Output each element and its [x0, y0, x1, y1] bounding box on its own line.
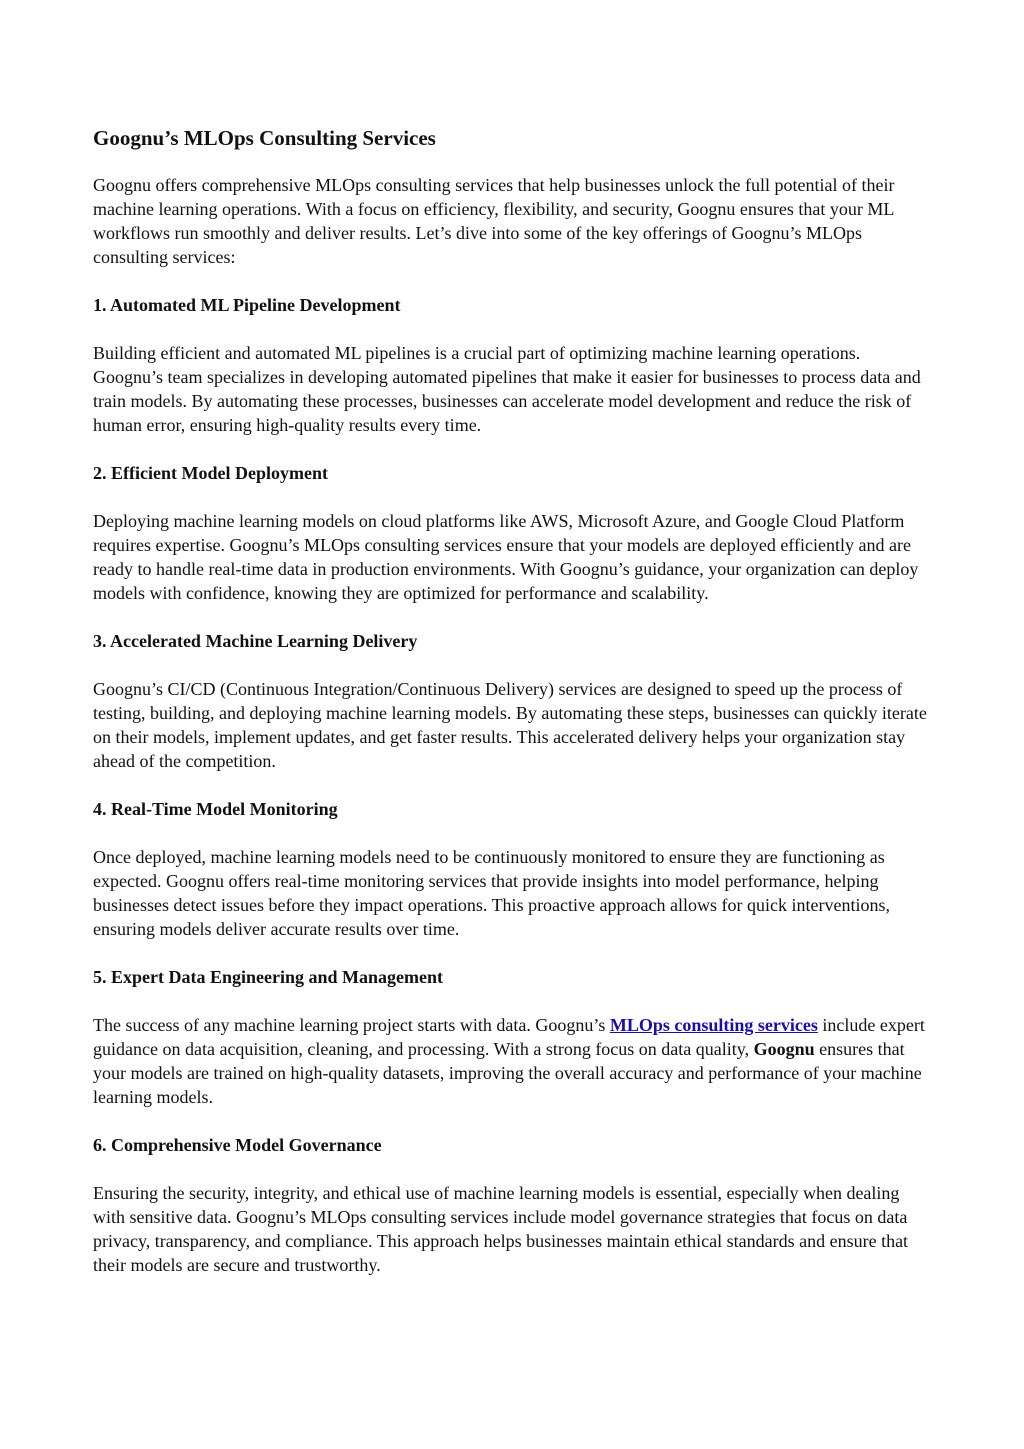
- intro-paragraph: Goognu offers comprehensive MLOps consulting services that help businesses unlock the full potential of their machine learning operations. With a focus on efficiency, flexibility, and security, Goognu ensures that your ML workflows run smoothly and deliver results. Let’s dive into some of the key offerings of Goognu’s MLOps consulting services:: [93, 175, 895, 267]
- body-text-part-2: include expert guidance on data acquisition, cleaning, and processing. With a strong focus on data quality,: [93, 1015, 925, 1059]
- section-body-governance: Ensuring the security, integrity, and ethical use of machine learning models is essential, especially when dealing with sensitive data. Goognu’s MLOps consulting services include model governance strategies that focus on data privacy, transparency, and compliance. This approach helps businesses maintain ethical standards and ensure that their models are secure and trustworthy.: [93, 1183, 909, 1275]
- section-heading-governance: 6. Comprehensive Model Governance: [93, 1135, 382, 1155]
- document-page: [93, 123, 929, 1277]
- section-heading-data-engineering: 5. Expert Data Engineering and Management: [93, 967, 443, 987]
- section-body-monitoring: Once deployed, machine learning models need to be continuously monitored to ensure they are functioning as expected. Goognu offers real-time monitoring services that provide insights into model performance, helping businesses detect issues before they impact operations. This proactive approach allows for quick interventions, ensuring models deliver accurate results over time.: [93, 847, 890, 939]
- goognu-bold-text: Goognu: [753, 1039, 815, 1059]
- section-body-delivery: Goognu’s CI/CD (Continuous Integration/Continuous Delivery) services are designed to speed up the process of testing, building, and deploying machine learning models. By automating these steps, businesses can quickly iterate on their models, implement updates, and get faster results. This accelerated delivery helps your organization stay ahead of the competition.: [93, 679, 927, 771]
- section-body-pipeline: Building efficient and automated ML pipelines is a crucial part of optimizing machine learning operations. Goognu’s team specializes in developing automated pipelines that make it easier for businesses to process data and train models. By automating these processes, businesses can accelerate model development and reduce the risk of human error, ensuring high-quality results every time.: [93, 343, 921, 435]
- section-body-deployment: Deploying machine learning models on cloud platforms like AWS, Microsoft Azure, and Google Cloud Platform requires expertise. Goognu’s MLOps consulting services ensure that your models are deployed efficiently and are ready to handle real-time data in production environments. With Goognu’s guidance, your organization can deploy models with confidence, knowing they are optimized for performance and scalability.: [93, 511, 919, 603]
- section-body-data-engineering: [93, 1013, 929, 1109]
- section-heading-monitoring: 4. Real-Time Model Monitoring: [93, 799, 338, 819]
- section-heading-deployment: 2. Efficient Model Deployment: [93, 463, 328, 483]
- body-text-part-3: ensures that your models are trained on high-quality datasets, improving the overall accuracy and performance of your machine learning models.: [93, 1039, 922, 1107]
- section-heading-pipeline: 1. Automated ML Pipeline Development: [93, 295, 401, 315]
- body-text-part-1: The success of any machine learning project starts with data. Goognu’s: [93, 1015, 610, 1035]
- mlops-consulting-services-link[interactable]: MLOps consulting services: [609, 1015, 818, 1035]
- section-heading-delivery: 3. Accelerated Machine Learning Delivery: [93, 631, 418, 651]
- page-title: Goognu’s MLOps Consulting Services: [93, 126, 436, 150]
